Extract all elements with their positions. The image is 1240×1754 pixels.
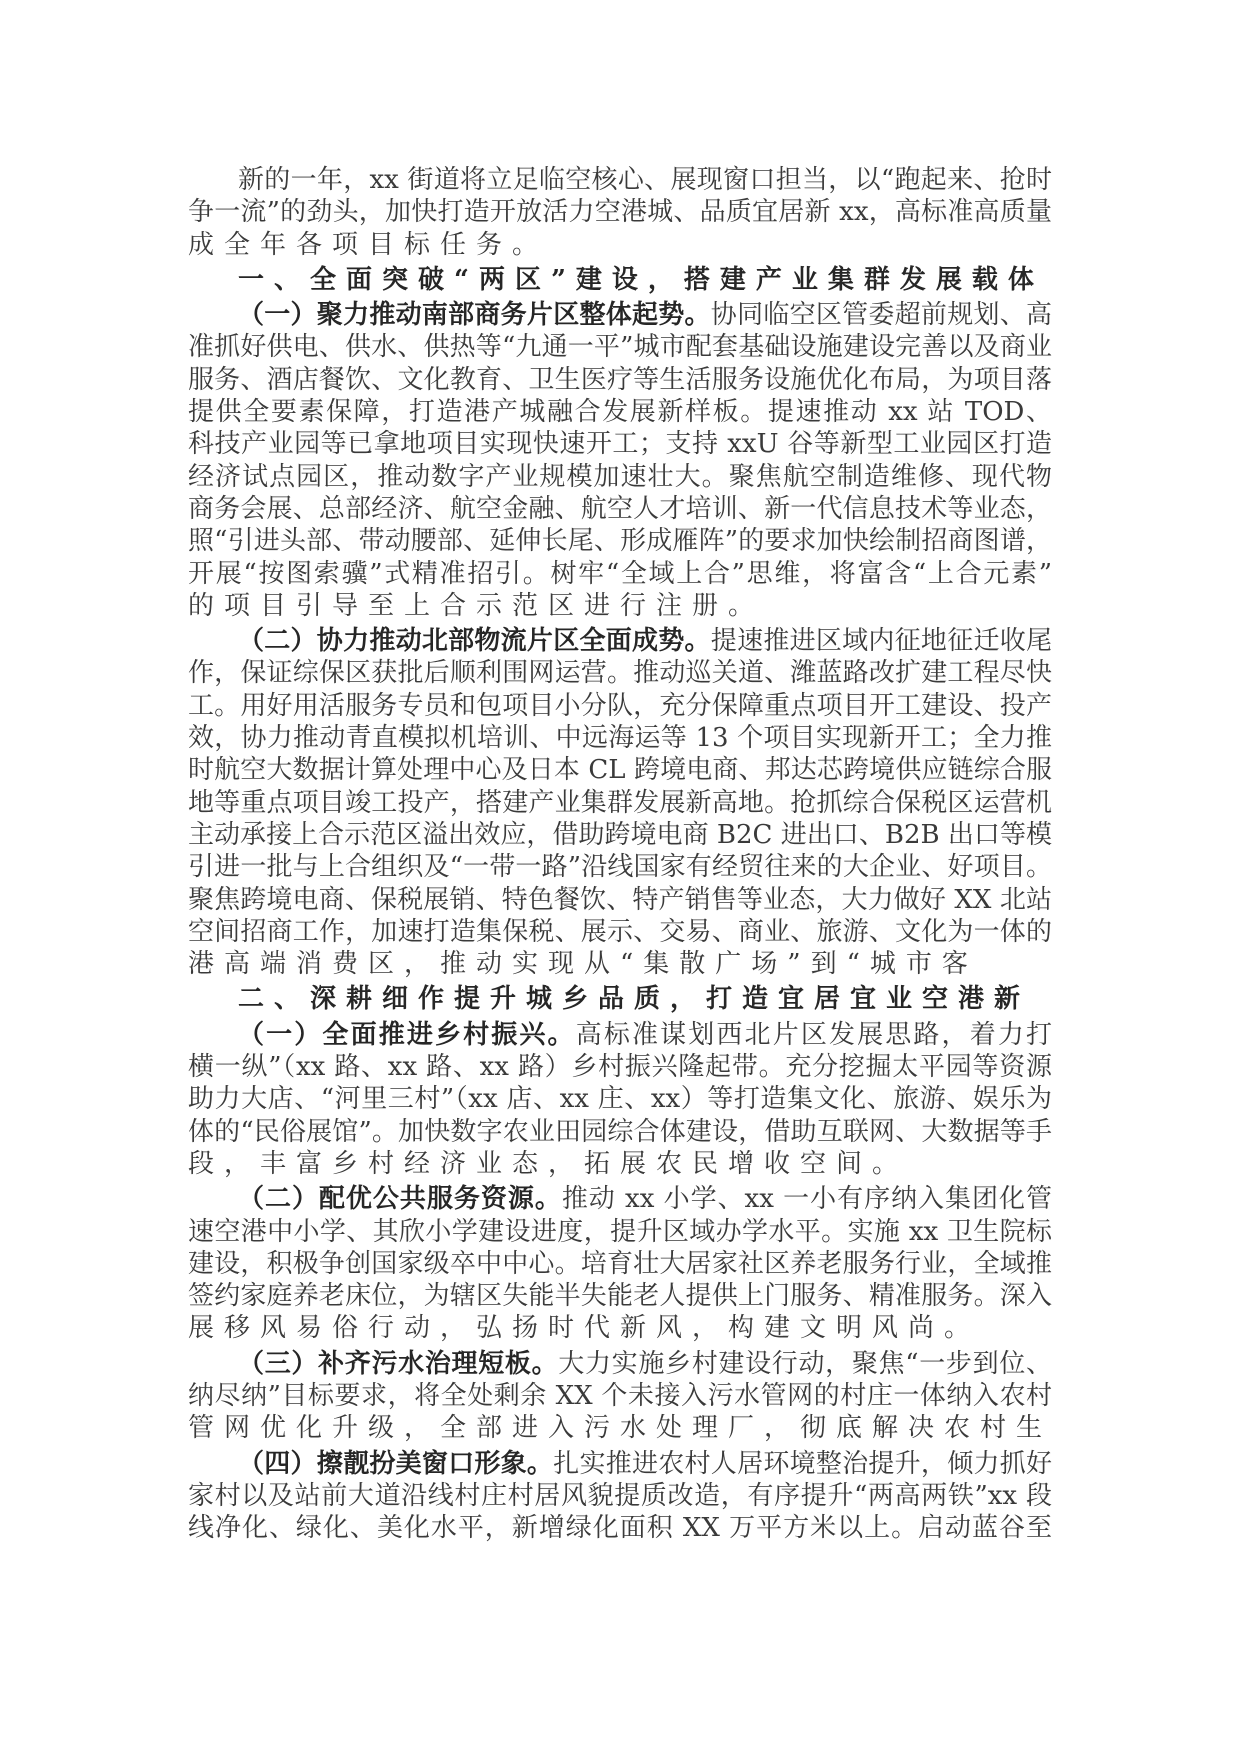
document-body — [188, 164, 1052, 1547]
text-line — [188, 787, 1052, 819]
paragraph-lead-heading: （二）协力推动北部物流片区全面成势。 — [238, 626, 711, 657]
line-text: 经济试点园区，推动数字产业规模加速壮大。聚焦航空制造维修、现代物 — [188, 461, 1052, 492]
text-line — [188, 916, 1052, 948]
line-text: 建设，积极争创国家级卒中中心。培育壮大居家社区养老服务行业，全域推 — [188, 1248, 1052, 1279]
paragraph-lead-heading: （三）补齐污水治理短板。 — [238, 1348, 559, 1379]
paragraph — [188, 1183, 1052, 1344]
line-text: 助力大店、“河里三村”（xx 店、xx 庄、xx）等打造集文化、旅游、娱乐为 — [188, 1084, 1052, 1115]
text-line — [188, 525, 1052, 557]
text-line — [188, 1083, 1052, 1115]
section-heading — [188, 264, 1052, 296]
line-text: 服务、酒店餐饮、文化教育、卫生医疗等生活服务设施优化布局，为项目落 — [188, 364, 1052, 395]
line-text: 二、深耕细作提升城乡品质，打造宜居宜业空港新 — [238, 984, 1031, 1015]
text-line — [188, 493, 1052, 525]
line-text: 提速推进区域内征地征迁收尾 — [710, 626, 1052, 657]
text-line — [188, 754, 1052, 786]
text-line — [188, 1480, 1052, 1512]
text-line — [188, 1412, 1052, 1444]
line-text: 准抓好供电、供水、供热等“九通一平”城市配套基础设施建设完善以及商业 — [188, 332, 1052, 363]
line-text: 扎实推进农村人居环境整治提升，倾力抓好 — [553, 1448, 1052, 1479]
line-text: 的项目引导至上合示范区进行注册。 — [188, 590, 765, 621]
text-line — [188, 396, 1052, 428]
line-text: 争一流”的劲头，加快打造开放活力空港城、品质宜居新 xx，高标准高质量 — [188, 197, 1052, 228]
text-line — [188, 264, 1052, 296]
line-text: 体的“民俗展馆”。加快数字农业田园综合体建设，借助互联网、大数据等手 — [188, 1116, 1052, 1147]
text-line — [188, 819, 1052, 851]
line-text: 提供全要素保障，打造港产城融合发展新样板。提速推动 xx 站 TOD、 — [188, 397, 1052, 428]
text-line — [188, 1148, 1052, 1180]
line-text: 纳尽纳”目标要求，将全处剩余 XX 个未接入污水管网的村庄一体纳入农村 — [188, 1380, 1052, 1411]
paragraph — [188, 1019, 1052, 1180]
line-text: 成全年各项目标任务。 — [188, 229, 549, 260]
text-line — [188, 229, 1052, 261]
paragraph-lead-heading: （二）配优公共服务资源。 — [238, 1184, 562, 1215]
line-text: 管网优化升级，全部进入污水处理厂，彻底解决农村生 — [188, 1413, 1052, 1444]
text-line — [188, 948, 1052, 980]
text-line — [188, 590, 1052, 622]
text-line — [188, 1248, 1052, 1280]
paragraph — [188, 625, 1052, 980]
line-text: 家村以及站前大道沿线村庄村居风貌提质改造，有序提升“两高两铁”xx 段 — [188, 1480, 1052, 1511]
line-text: 科技产业园等已拿地项目实现快速开工；支持 xxU 谷等新型工业园区打造 — [188, 429, 1052, 460]
text-line — [188, 1448, 1052, 1480]
line-text: 工。用好用活服务专员和包项目小分队，充分保障重点项目开工建设、投产 — [188, 690, 1052, 721]
text-line — [188, 1348, 1052, 1380]
line-text: 线净化、绿化、美化水平，新增绿化面积 XX 万平方米以上。启动蓝谷至 — [188, 1513, 1052, 1544]
text-line — [188, 851, 1052, 883]
section-heading — [188, 983, 1052, 1015]
line-text: 时航空大数据计算处理中心及日本 CL 跨境电商、邦达芯跨境供应链综合服 — [188, 755, 1052, 786]
paragraph — [188, 164, 1052, 261]
line-text: 推动 xx 小学、xx 一小有序纳入集团化管 — [561, 1184, 1052, 1215]
text-line — [188, 331, 1052, 363]
text-line — [188, 1380, 1052, 1412]
text-line — [188, 1512, 1052, 1544]
text-line — [188, 657, 1052, 689]
text-line — [188, 461, 1052, 493]
line-text: 开展“按图索骥”式精准招引。树牢“全域上合”思维，将富含“上合元素” — [188, 558, 1052, 589]
text-line — [188, 1280, 1052, 1312]
text-line — [188, 299, 1052, 331]
paragraph-lead-heading: （一）全面推进乡村振兴。 — [238, 1019, 576, 1050]
line-text: 速空港中小学、其欣小学建设进度，提升区域办学水平。实施 xx 卫生院标 — [188, 1216, 1052, 1247]
line-text: 横一纵”（xx 路、xx 路、xx 路）乡村振兴隆起带。充分挖掘太平园等资源 — [188, 1052, 1052, 1083]
line-text: 主动承接上合示范区溢出效应，借助跨境电商 B2C 进出口、B2B 出口等模 — [188, 819, 1052, 850]
line-text: 空间招商工作，加速打造集保税、展示、交易、商业、旅游、文化为一体的 — [188, 916, 1052, 947]
text-line — [188, 690, 1052, 722]
text-line — [188, 558, 1052, 590]
text-line — [188, 1051, 1052, 1083]
line-text: 新的一年，xx 街道将立足临空核心、展现窗口担当，以“跑起来、抢时 — [238, 165, 1052, 195]
text-line — [188, 164, 1052, 196]
paragraph — [188, 299, 1052, 622]
text-line — [188, 1216, 1052, 1248]
text-line — [188, 983, 1052, 1015]
line-text: 聚焦跨境电商、保税展销、特色餐饮、特产销售等业态，大力做好 XX 北站 — [188, 884, 1052, 915]
text-line — [188, 625, 1052, 657]
line-text: 照“引进头部、带动腰部、延伸长尾、形成雁阵”的要求加快绘制招商图谱， — [188, 526, 1052, 557]
line-text: 引进一批与上合组织及“一带一路”沿线国家有经贸往来的大企业、好项目。 — [188, 852, 1052, 883]
line-text: 商务会展、总部经济、航空金融、航空人才培训、新一代信息技术等业态， — [188, 493, 1052, 524]
text-line — [188, 884, 1052, 916]
line-text: 效，协力推动青直模拟机培训、中远海运等 13 个项目实现新开工；全力推 — [188, 723, 1052, 754]
line-text: 签约家庭养老床位，为辖区失能半失能老人提供上门服务、精准服务。深入 — [188, 1281, 1052, 1312]
line-text: 作，保证综保区获批后顺利围网运营。推动巡关道、潍蓝路改扩建工程尽快 — [188, 658, 1052, 689]
paragraph-lead-heading: （一）聚力推动南部商务片区整体起势。 — [238, 300, 711, 331]
paragraph — [188, 1448, 1052, 1545]
text-line — [188, 196, 1052, 228]
line-text: 港高端消费区，推动实现从“集散广场”到“城市客 — [188, 949, 978, 980]
text-line — [188, 1019, 1052, 1051]
line-text: 高标准谋划西北片区发展思路，着力打 — [575, 1019, 1052, 1050]
line-text: 协同临空区管委超前规划、高 — [710, 300, 1052, 331]
text-line — [188, 364, 1052, 396]
line-text: 地等重点项目竣工投产，搭建产业集群发展新高地。抢抓综合保税区运营机 — [188, 787, 1052, 818]
text-line — [188, 1183, 1052, 1215]
line-text: 展移风易俗行动，弘扬时代新风，构建文明风尚。 — [188, 1313, 981, 1344]
paragraph — [188, 1348, 1052, 1445]
paragraph-lead-heading: （四）擦靓扮美窗口形象。 — [238, 1448, 554, 1479]
text-line — [188, 428, 1052, 460]
text-line — [188, 722, 1052, 754]
text-line — [188, 1116, 1052, 1148]
line-text: 段，丰富乡村经济业态，拓展农民增收空间。 — [188, 1148, 909, 1179]
line-text: 一、全面突破“两区”建设，搭建产业集群发展载体 — [238, 264, 1044, 295]
text-line — [188, 1312, 1052, 1344]
line-text: 大力实施乡村建设行动，聚焦“一步到位、 — [558, 1348, 1052, 1379]
